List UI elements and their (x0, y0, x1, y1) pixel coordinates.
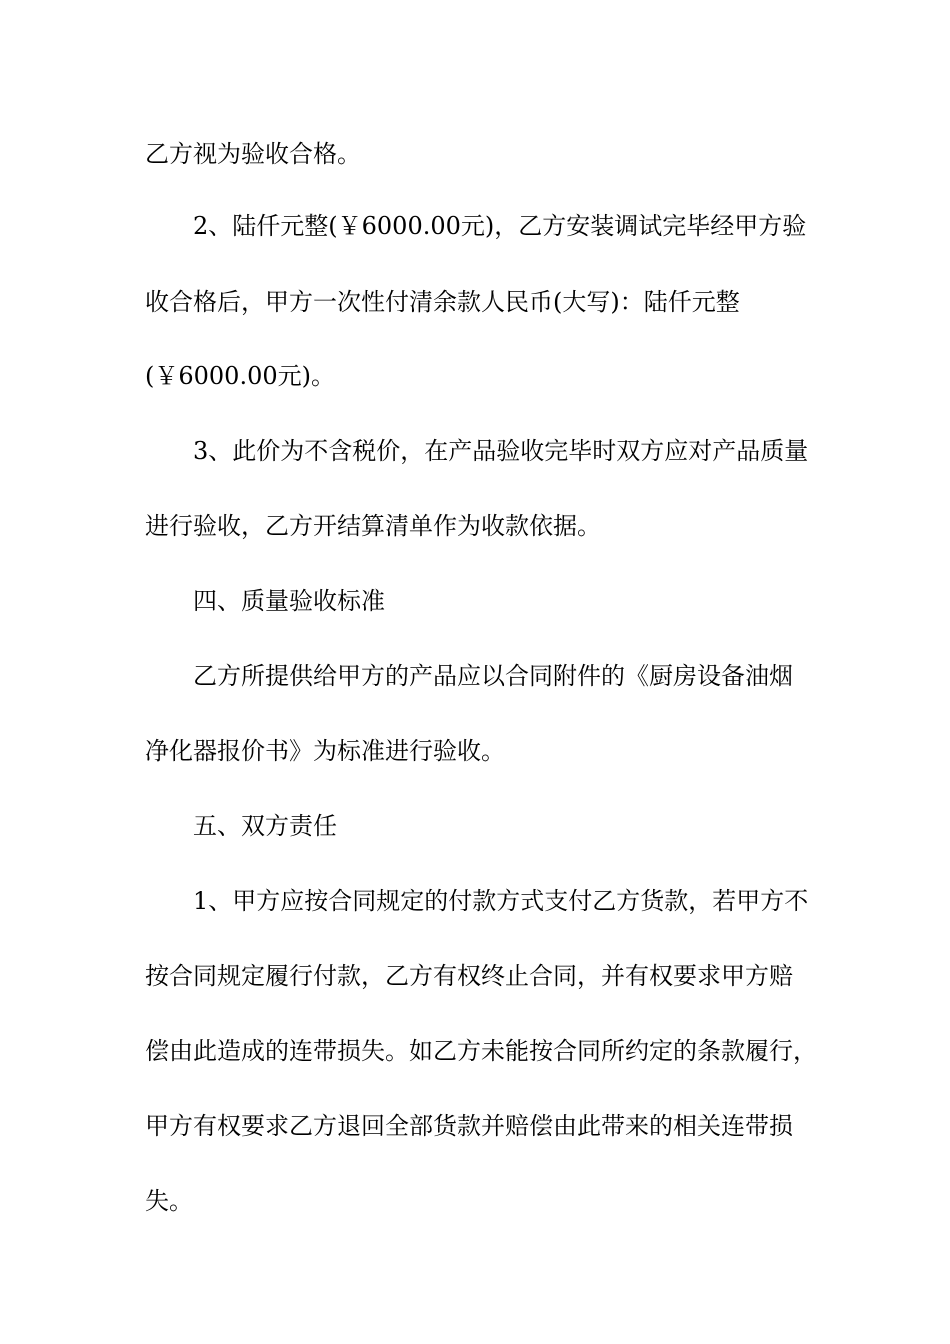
responsibility-clause-1-line-2: 按合同规定履行付款，乙方有权终止合同，并有权要求甲方赔 (145, 962, 793, 990)
responsibility-clause-1-line-1: 1、甲方应按合同规定的付款方式支付乙方货款，若甲方不 (193, 887, 809, 915)
section-heading-responsibilities: 五、双方责任 (193, 812, 337, 840)
responsibility-clause-1-line-3: 偿由此造成的连带损失。如乙方未能按合同所约定的条款履行， (145, 1037, 817, 1065)
payment-clause-2-line-3: (￥6000.00元)。 (145, 362, 335, 390)
quality-paragraph-line-2: 净化器报价书》为标准进行验收。 (145, 737, 505, 765)
section-heading-quality: 四、质量验收标准 (193, 587, 385, 615)
responsibility-clause-1-line-4: 甲方有权要求乙方退回全部货款并赔偿由此带来的相关连带损 (145, 1112, 793, 1140)
payment-clause-2-line-1: 2、陆仟元整(￥6000.00元)，乙方安装调试完毕经甲方验 (193, 212, 807, 240)
payment-clause-3-line-1: 3、此价为不含税价，在产品验收完毕时双方应对产品质量 (193, 437, 809, 465)
quality-paragraph-line-1: 乙方所提供给甲方的产品应以合同附件的《厨房设备油烟 (193, 662, 793, 690)
payment-clause-2-line-2: 收合格后，甲方一次性付清余款人民币(大写)：陆仟元整 (145, 288, 740, 316)
payment-clause-3-line-2: 进行验收，乙方开结算清单作为收款依据。 (145, 512, 601, 540)
responsibility-clause-1-line-5: 失。 (145, 1187, 193, 1215)
text-line: 乙方视为验收合格。 (145, 140, 361, 168)
